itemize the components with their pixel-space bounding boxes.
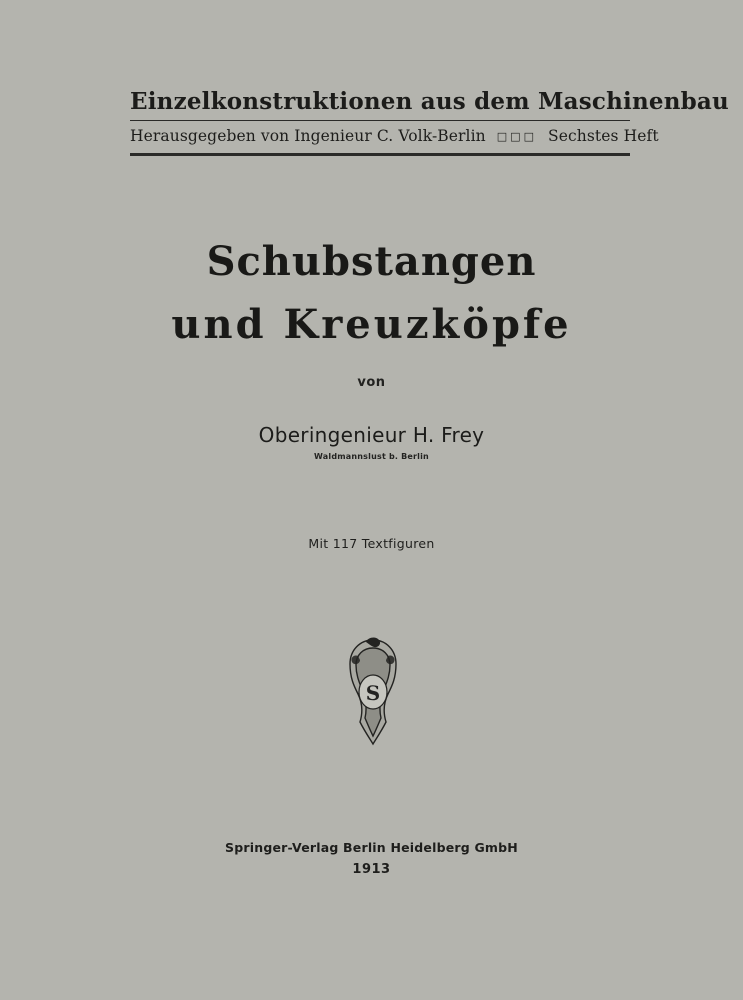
divider-thick xyxy=(130,153,630,156)
divider-thin xyxy=(130,120,630,121)
author-place: Waldmannslust b. Berlin xyxy=(314,452,429,461)
series-title: Einzelkonstruktionen aus dem Maschinenbau xyxy=(130,88,729,115)
publisher-name: Springer-Verlag Berlin Heidelberg GmbH xyxy=(225,840,518,855)
figures-note: Mit 117 Textfiguren xyxy=(308,536,435,551)
byline-word: von xyxy=(357,375,386,390)
publisher-logo-icon xyxy=(338,634,408,752)
author-name: Oberingenieur H. Frey xyxy=(258,423,485,447)
square-ornament-icon: □□□ xyxy=(496,130,537,143)
series-issue-text: Sechstes Heft xyxy=(548,127,659,145)
page-title xyxy=(0,238,743,348)
page-title-line-2: und Kreuzköpfe xyxy=(171,301,572,348)
series-editor-line xyxy=(130,127,659,145)
series-editor-text: Herausgegeben von Ingenieur C. Volk-Berlin xyxy=(130,127,486,145)
logo-letter: S xyxy=(365,681,381,705)
series-header xyxy=(130,88,729,156)
page-title-line-1: Schubstangen xyxy=(206,238,537,285)
publication-year: 1913 xyxy=(352,862,391,877)
